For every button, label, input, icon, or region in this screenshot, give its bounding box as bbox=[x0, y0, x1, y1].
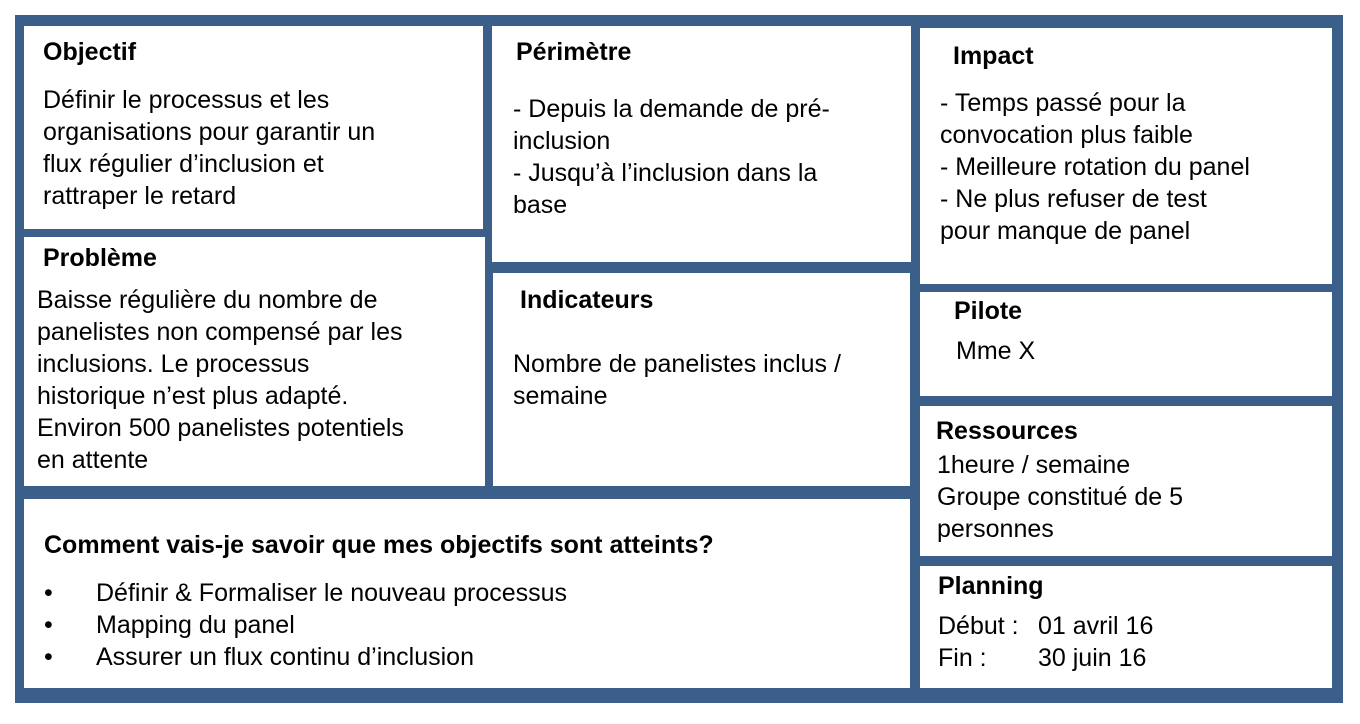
perimetre-text bbox=[513, 93, 830, 221]
comment-box bbox=[24, 499, 910, 688]
perimetre-line: - Depuis la demande de pré- bbox=[513, 95, 830, 123]
pilote-value: Mme X bbox=[956, 337, 1036, 365]
indicateurs-title: Indicateurs bbox=[520, 286, 654, 314]
comment-title: Comment vais-je savoir que mes objectifs sont atteints? bbox=[44, 531, 714, 559]
list-item bbox=[44, 577, 884, 609]
planning-title: Planning bbox=[938, 572, 1044, 600]
indicateurs-text bbox=[513, 348, 841, 412]
objectif-line: flux régulier d’inclusion et bbox=[43, 150, 324, 178]
comment-list bbox=[44, 577, 884, 673]
list-item bbox=[44, 641, 884, 673]
perimetre-line: base bbox=[513, 191, 568, 219]
objectif-box bbox=[24, 26, 483, 229]
impact-line: convocation plus faible bbox=[940, 121, 1193, 149]
planning-row-end bbox=[938, 642, 1318, 674]
impact-line: pour manque de panel bbox=[940, 217, 1191, 245]
probleme-line: en attente bbox=[37, 446, 149, 474]
planning-start-label: Début : bbox=[938, 612, 1019, 640]
probleme-line: Baisse régulière du nombre de bbox=[37, 286, 378, 314]
ressources-title: Ressources bbox=[936, 417, 1078, 445]
planning-start-value: 01 avril 16 bbox=[1038, 612, 1154, 640]
objectif-title: Objectif bbox=[43, 38, 137, 66]
probleme-line: Environ 500 panelistes potentiels bbox=[37, 414, 404, 442]
planning-end-value: 30 juin 16 bbox=[1038, 644, 1147, 672]
indicateurs-line: semaine bbox=[513, 382, 608, 410]
objectif-text bbox=[43, 84, 375, 212]
probleme-line: historique n’est plus adapté. bbox=[37, 382, 349, 410]
ressources-text bbox=[937, 449, 1183, 545]
ressources-line: personnes bbox=[937, 515, 1054, 543]
bullet-icon: • bbox=[44, 643, 53, 671]
impact-title: Impact bbox=[953, 42, 1034, 70]
ressources-line: Groupe constitué de 5 bbox=[937, 483, 1183, 511]
probleme-title: Problème bbox=[43, 244, 157, 272]
impact-line: - Meilleure rotation du panel bbox=[940, 153, 1250, 181]
objectif-line: organisations pour garantir un bbox=[43, 118, 376, 146]
perimetre-box bbox=[492, 26, 911, 262]
list-item bbox=[44, 609, 884, 641]
ressources-box bbox=[920, 406, 1332, 556]
probleme-line: inclusions. Le processus bbox=[37, 350, 310, 378]
ressources-line: 1heure / semaine bbox=[937, 451, 1131, 479]
impact-box bbox=[920, 28, 1332, 284]
bullet-icon: • bbox=[44, 611, 53, 639]
perimetre-line: inclusion bbox=[513, 127, 611, 155]
impact-line: - Ne plus refuser de test bbox=[940, 185, 1207, 213]
probleme-text bbox=[37, 284, 404, 476]
bullet-icon: • bbox=[44, 579, 53, 607]
indicateurs-line: Nombre de panelistes inclus / bbox=[513, 350, 841, 378]
probleme-line: panelistes non compensé par les bbox=[37, 318, 403, 346]
planning-box bbox=[920, 566, 1332, 688]
objectif-line: rattraper le retard bbox=[43, 182, 237, 210]
list-item-text: Mapping du panel bbox=[96, 611, 295, 639]
indicateurs-box bbox=[493, 273, 910, 486]
pilote-title: Pilote bbox=[954, 297, 1023, 325]
list-item-text: Définir & Formaliser le nouveau processus bbox=[96, 579, 568, 607]
perimetre-line: - Jusqu’à l’inclusion dans la bbox=[513, 159, 818, 187]
pilote-box bbox=[920, 292, 1332, 396]
planning-rows bbox=[938, 610, 1318, 674]
impact-line: - Temps passé pour la bbox=[940, 89, 1186, 117]
list-item-text: Assurer un flux continu d’inclusion bbox=[96, 643, 474, 671]
planning-end-label: Fin : bbox=[938, 644, 987, 672]
planning-row-start bbox=[938, 610, 1318, 642]
probleme-box bbox=[24, 237, 485, 486]
objectif-line: Définir le processus et les bbox=[43, 86, 330, 114]
perimetre-title: Périmètre bbox=[516, 38, 632, 66]
impact-text bbox=[940, 87, 1250, 247]
